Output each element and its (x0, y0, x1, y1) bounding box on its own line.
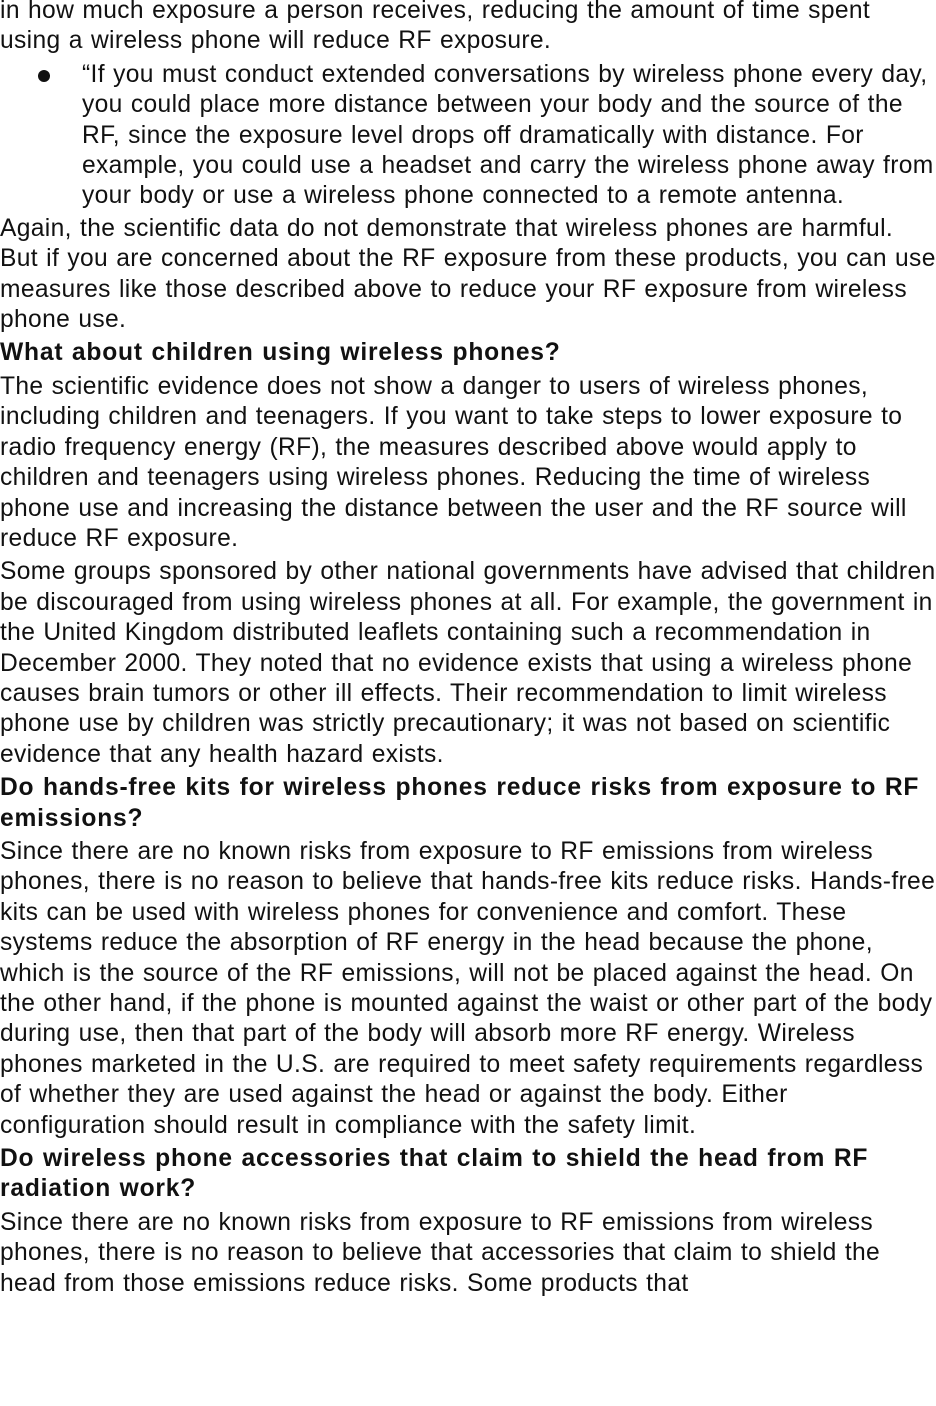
children-paragraph-1: The scientific evidence does not show a danger to users of wireless phones, including children and teenagers. If you want to take steps to lower exposure to radio frequency energy (RF), the measures described above would apply to children and teenagers using wireless phones. Reducing the time of wireless phone use and increasing the distance between the user and the RF source will reduce RF exposure. (0, 372, 907, 552)
bullet-item (0, 60, 936, 212)
bullet-dot-icon (38, 70, 50, 82)
heading-hands-free: Do hands-free kits for wireless phones reduce risks from exposure to RF emissions? (0, 774, 920, 832)
hands-free-paragraph: Since there are no known risks from exposure to RF emissions from wireless phones, there is no reason to believe that hands-free kits reduce risks. Hands-free kits can be used with wireless phones for convenience and comfort. These systems reduce the absorption of RF energy in the head because the phone, which is the source of the RF emissions, will not be placed against the head. On the other hand, if the phone is mounted against the waist or other part of the body during use, then that part of the body will absorb more RF energy. Wireless phones marketed in the U.S. are required to meet safety requirements regardless of whether they are used against the head or against the body. Either configuration should result in compliance with the safety limit. (0, 837, 936, 1139)
heading-children: What about children using wireless phones? (0, 339, 561, 367)
bullet-text: “If you must conduct extended conversations by wireless phone every day, you could place more distance between your body and the source of the RF, since the exposure level drops off dramatically with distance. For example, you could use a headset and carry the wireless phone away from your body or use a wireless phone connected to a remote antenna. (82, 60, 934, 210)
again-paragraph: Again, the scientific data do not demonstrate that wireless phones are harmful. But if you are concerned about the RF exposure from these products, you can use measures like those described above to reduce your RF exposure from wireless phone use. (0, 214, 936, 334)
accessories-paragraph: Since there are no known risks from exposure to RF emissions from wireless phones, there is no reason to believe that accessories that claim to shield the head from those emissions reduce risks. Some products that (0, 1208, 881, 1297)
heading-accessories: Do wireless phone accessories that claim to shield the head from RF radiation work? (0, 1145, 869, 1203)
children-paragraph-2: Some groups sponsored by other national governments have advised that children be discouraged from using wireless phones at all. For example, the government in the United Kingdom distributed leaflets containing such a recommendation in December 2000. They noted that no evidence exists that using a wireless phone causes brain tumors or other ill effects. Their recommendation to limit wireless phone use by children was strictly precautionary; it was not based on scientific evidence that any health hazard exists. (0, 558, 936, 768)
intro-paragraph-end: in how much exposure a person receives, reducing the amount of time spent using a wireless phone will reduce RF exposure. (0, 0, 871, 55)
